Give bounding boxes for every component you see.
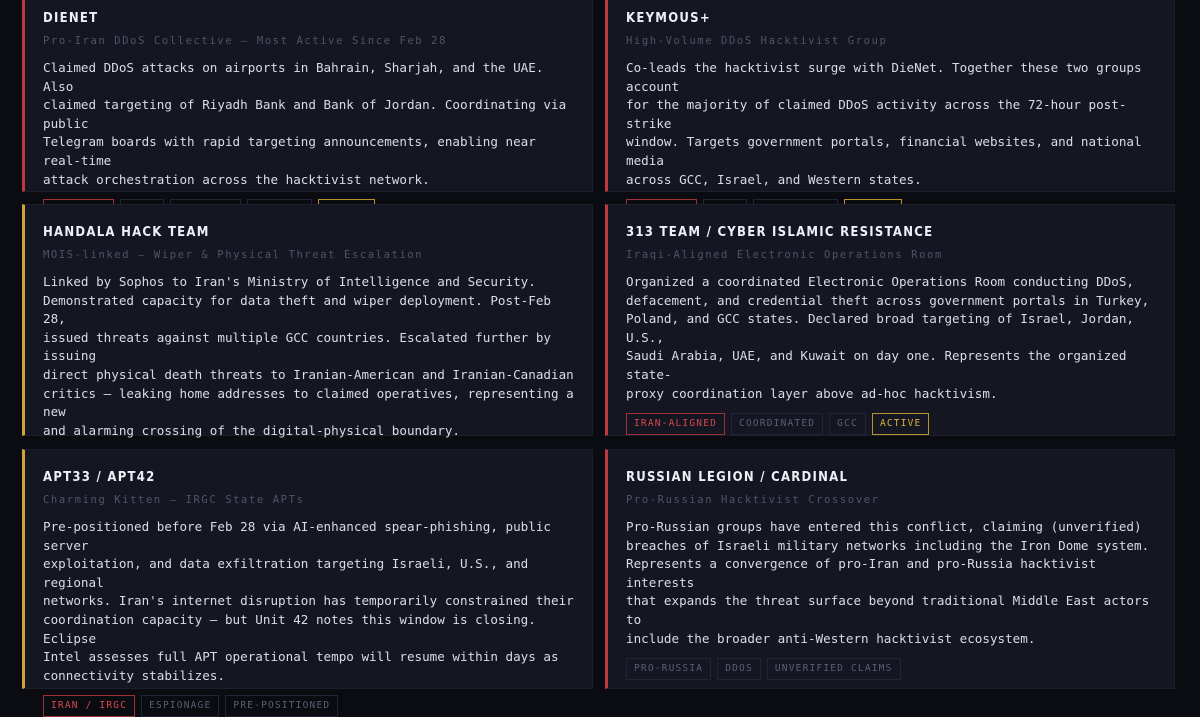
card-description: Pre-positioned before Feb 28 via AI-enhanced spear-phishing, public server exploitation, and data exfiltration targeting Israeli, U.S., and regional networks. Iran's internet disruption has temporarily constrained their coordination capacity — but Unit 42 notes this window is closing. Eclipse Intel assesses full APT operational tempo will resume within days as connectivity stabilizes.: [43, 519, 574, 683]
tag-unverified-claims: UNVERIFIED CLAIMS: [767, 658, 901, 680]
card-description: Organized a coordinated Electronic Operations Room conducting DDoS, defacement, and credential theft across government portals in Turkey, Poland, and GCC states. Declared broad targeting of Israel, Jordan, U.S., Saudi Arabia, UAE, and Kuwait on day one. Represents the organized state- proxy coordination layer above ad-hoc hacktivism.: [626, 274, 1150, 401]
status-badge-active: ACTIVE: [872, 413, 930, 435]
card-subtitle: Pro-Russian Hacktivist Crossover: [626, 494, 880, 506]
card-subtitle: Pro-Iran DDoS Collective — Most Active Since Feb 28: [43, 35, 447, 47]
card-title: APT33 / APT42: [43, 470, 156, 485]
card-subtitle: MOIS-linked — Wiper & Physical Threat Escalation: [43, 249, 424, 261]
tag-pro-russia: PRO-RUSSIA: [626, 658, 711, 680]
tag-list: [626, 413, 1156, 435]
card-title: DIENET: [43, 11, 99, 26]
tag-ddos: DDOS: [717, 658, 761, 680]
card-description: Linked by Sophos to Iran's Ministry of Intelligence and Security. Demonstrated capacity for data theft and wiper deployment. Post-Feb 28, issued threats against multiple GCC countries. Escalated further by issuing direct physical death threats to Iranian-American and Iranian-Canadian critics — leaking home addresses to claimed operatives, representing a new and alarming crossing of the digital-physical boundary.: [43, 274, 574, 438]
tag-espionage: ESPIONAGE: [141, 695, 219, 717]
tag-iran-irgc: IRAN / IRGC: [43, 695, 135, 717]
card-subtitle: Iraqi-Aligned Electronic Operations Room: [626, 249, 943, 261]
threat-card-dienet: [22, 0, 593, 192]
card-description: Co-leads the hacktivist surge with DieNet. Together these two groups account for the majority of claimed DDoS activity across the 72-hour post-strike window. Targets government portals, financial websites, and national media across GCC, Israel, and Western states.: [626, 60, 1142, 187]
card-title: KEYMOUS+: [626, 11, 711, 26]
card-description: Claimed DDoS attacks on airports in Bahrain, Sharjah, and the UAE. Also claimed targeting of Riyadh Bank and Bank of Jordan. Coordinating via public Telegram boards with rapid targeting announcements, enabling near real-time attack orchestration across the hacktivist network.: [43, 60, 567, 187]
card-subtitle: High-Volume DDoS Hacktivist Group: [626, 35, 888, 47]
tag-gcc: GCC: [829, 413, 866, 435]
threat-card-handala: [22, 204, 593, 436]
card-title: RUSSIAN LEGION / CARDINAL: [626, 470, 849, 485]
tag-coordinated: COORDINATED: [731, 413, 823, 435]
threat-card-russian-legion: [605, 449, 1175, 689]
threat-card-apt33-apt42: [22, 449, 593, 712]
tag-list: [626, 658, 1156, 680]
threat-card-keymous: [605, 0, 1175, 192]
card-description: Pro-Russian groups have entered this conflict, claiming (unverified) breaches of Israeli military networks including the Iron Dome system. Represents a convergence of pro-Iran and pro-Russia hacktivist interests that expands the threat surface beyond traditional Middle East actors to include the broader anti-Western hacktivist ecosystem.: [626, 519, 1150, 646]
card-title: HANDALA HACK TEAM: [43, 225, 210, 240]
card-subtitle: Charming Kitten — IRGC State APTs: [43, 494, 305, 506]
card-title: 313 TEAM / CYBER ISLAMIC RESISTANCE: [626, 225, 934, 240]
threat-card-313-team: [605, 204, 1175, 436]
tag-iran-aligned: IRAN-ALIGNED: [626, 413, 725, 435]
tag-list: [43, 695, 574, 717]
tag-pre-positioned: PRE-POSITIONED: [225, 695, 338, 717]
